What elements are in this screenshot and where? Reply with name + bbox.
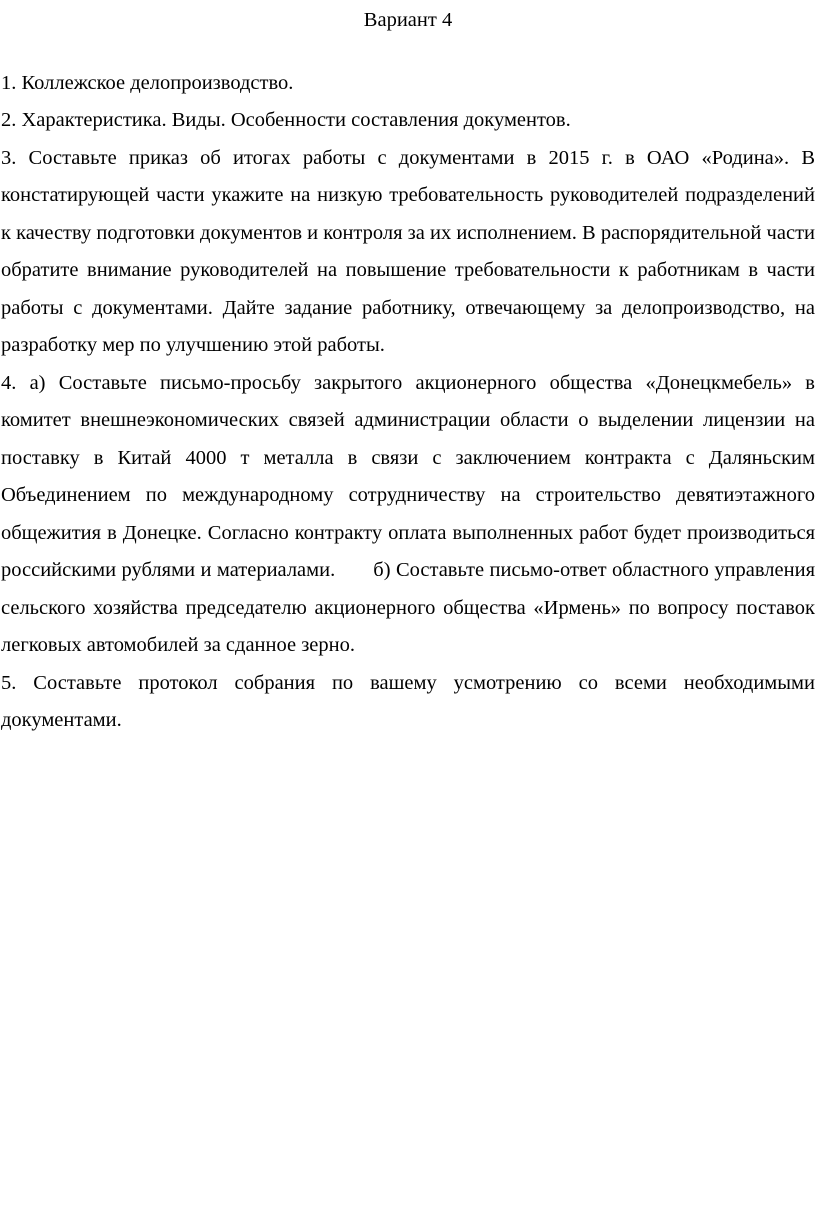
- task-item-1: 1. Коллежское делопроизводство.: [1, 71, 294, 94]
- task-item-5: 5. Составьте протокол собрания по вашему усмотрению со всеми необходимыми документами.: [1, 671, 815, 731]
- task-item-4: 4. а) Составьте письмо-просьбу закрытого акционерного общества «Донецкмебель» в комитет внешнеэкономических связей администрации области о выделении лицензии на поставку в Китай 4000 т металла в связи с заключением контракта с Даляньским Объединением по международному сотрудничеству на строительство девятиэтажного общежития в Донецке. Согласно контракту оплата выполненных работ будет производиться российскими рублями и материалами. б) Составьте письмо-ответ областного управления сельского хозяйства председателю акционерного общества «Ирмень» по вопросу поставок легковых автомобилей за сданное зерно.: [1, 371, 815, 656]
- page-title: Вариант 4: [363, 9, 453, 31]
- task-item-2: 2. Характеристика. Виды. Особенности составления документов.: [1, 109, 571, 131]
- task-item-3: 3. Составьте приказ об итогах работы с документами в 2015 г. в ОАО «Родина». В констатирующей части укажите на низкую требовательность руководителей подразделений к качеству подготовки документов и контроля за их исполнением. В распорядительной части обратите внимание руководителей на повышение требовательности к работникам в части работы с документами. Дайте задание работнику, отвечающему за делопроизводство, на разработку мер по улучшению этой работы.: [1, 146, 815, 356]
